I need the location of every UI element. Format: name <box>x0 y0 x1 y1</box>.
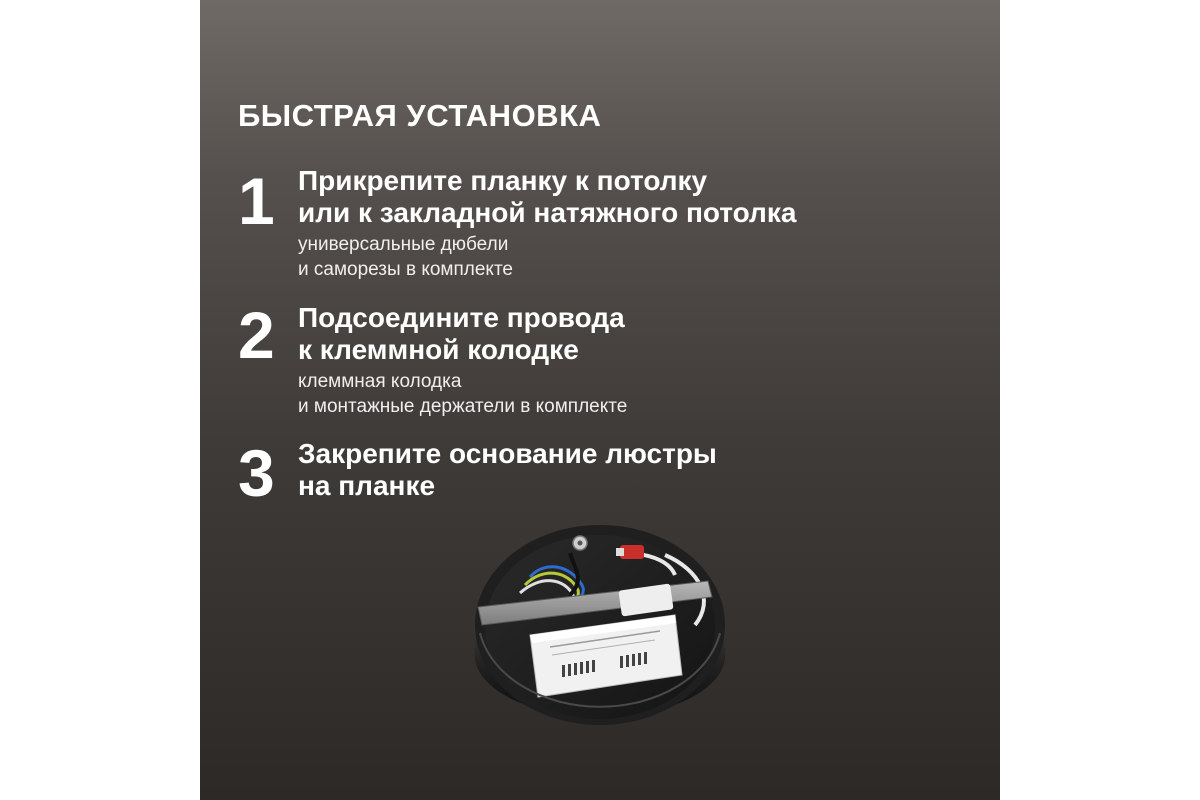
step-heading-line: или к закладной натяжного потолка <box>298 197 797 228</box>
step-heading-line: к клеммной колодке <box>298 334 579 365</box>
step-note <box>298 232 938 282</box>
step-heading-line: Подсоедините провода <box>298 302 625 333</box>
step-body <box>298 302 938 419</box>
step-heading <box>298 438 938 502</box>
step-note-line: и монтажные держатели в комплекте <box>298 396 628 417</box>
info-card <box>200 0 1000 800</box>
step-number: 1 <box>238 164 275 238</box>
step-heading-line: Прикрепите планку к потолку <box>298 165 708 196</box>
mount-base-photo <box>470 515 730 735</box>
step-heading-line: на планке <box>298 470 436 501</box>
step-heading-line: Закрепите основание люстры <box>298 438 717 469</box>
step-body <box>298 438 938 502</box>
step-heading <box>298 302 938 366</box>
step-note-line: универсальные дюбели <box>298 234 509 255</box>
card-title: БЫСТРАЯ УСТАНОВКА <box>238 98 602 133</box>
step-note-line: и саморезы в комплекте <box>298 259 514 280</box>
step-heading <box>298 165 938 229</box>
step-note-line: клеммная колодка <box>298 371 462 392</box>
step-note <box>298 369 938 419</box>
step-body <box>298 165 938 282</box>
step-number: 3 <box>238 436 275 510</box>
step-number: 2 <box>238 298 275 372</box>
